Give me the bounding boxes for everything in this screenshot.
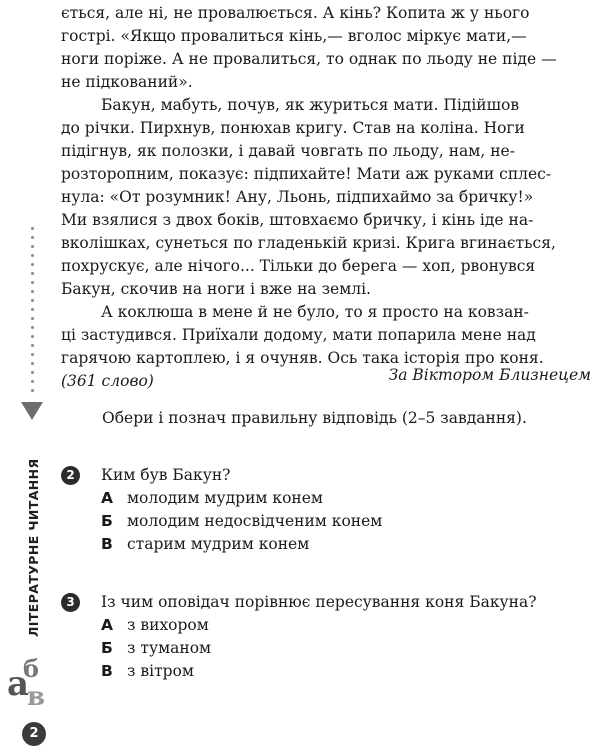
passage-line: похрускує, але нічого... Тільки до берега — хоп, рвонувся (61, 257, 536, 275)
answer-option[interactable]: А з вихором (101, 616, 209, 634)
passage-line: Ми взялися з двох боків, штовхаємо бричку, і кінь іде на- (61, 211, 534, 229)
passage-line: Бакун, скочив на ноги і вже на землі. (61, 280, 371, 298)
attribution: За Віктором Близнецем (388, 366, 591, 384)
answer-option[interactable]: В старим мудрим конем (101, 535, 310, 553)
svg-text:в: в (27, 682, 46, 707)
section-label: ЛІТЕРАТУРНЕ ЧИТАННЯ (26, 458, 41, 637)
svg-text:б: б (23, 655, 40, 683)
dotted-line (30, 227, 34, 399)
passage-line: А коклюша в мене й не було, то я просто на ковзан- (101, 303, 529, 321)
sidebar (0, 0, 61, 750)
answer-option[interactable]: Б з туманом (101, 639, 212, 657)
instruction: Обери і познач правильну відповідь (2–5 завдання). (102, 409, 527, 427)
passage-line: гострі. «Якщо провалиться кінь,— вголос міркує мати,— (61, 27, 527, 45)
passage-line: вколішках, сунеться по гладенькій кризі. Крига вгинається, (61, 234, 556, 252)
word-count: (361 слово) (61, 372, 154, 390)
task-number: 3 (61, 593, 80, 612)
svg-text:а: а (7, 664, 30, 704)
task-question: Із чим оповідач порівнює пересування коня Бакуна? (101, 593, 537, 611)
answer-option[interactable]: А молодим мудрим конем (101, 489, 323, 507)
passage-line: Бакун, мабуть, почув, як журиться мати. Підійшов (101, 96, 520, 114)
passage-line: розторопним, показує: підпихайте! Мати аж руками сплес- (61, 165, 552, 183)
abv-logo-icon (5, 655, 57, 707)
answer-option[interactable]: В з вітром (101, 662, 194, 680)
passage-line: не підкований». (61, 73, 193, 91)
passage-line: підігнув, як полозки, і давай човгать по льоду, нам, не- (61, 142, 515, 160)
down-arrow-icon (21, 402, 43, 420)
passage (61, 2, 591, 393)
passage-line: до річки. Пирхнув, понюхав кригу. Став на коліна. Ноги (61, 119, 525, 137)
task-number: 2 (61, 466, 80, 485)
passage-line: гарячою картоплею, і я очуняв. Ось така історія про коня. (61, 349, 544, 367)
task-question: Ким був Бакун? (101, 466, 231, 484)
passage-line: нула: «От розумник! Ану, Льонь, підпихаймо за бричку!» (61, 188, 534, 206)
passage-line: ці застудився. Приїхали додому, мати попарила мене над (61, 326, 536, 344)
passage-line: ноги поріже. А не провалиться, то однак по льоду не піде — (61, 50, 557, 68)
page-number: 2 (22, 722, 46, 746)
passage-line: ється, але ні, не провалюється. А кінь? Копита ж у нього (61, 4, 530, 22)
answer-option[interactable]: Б молодим недосвідченим конем (101, 512, 383, 530)
